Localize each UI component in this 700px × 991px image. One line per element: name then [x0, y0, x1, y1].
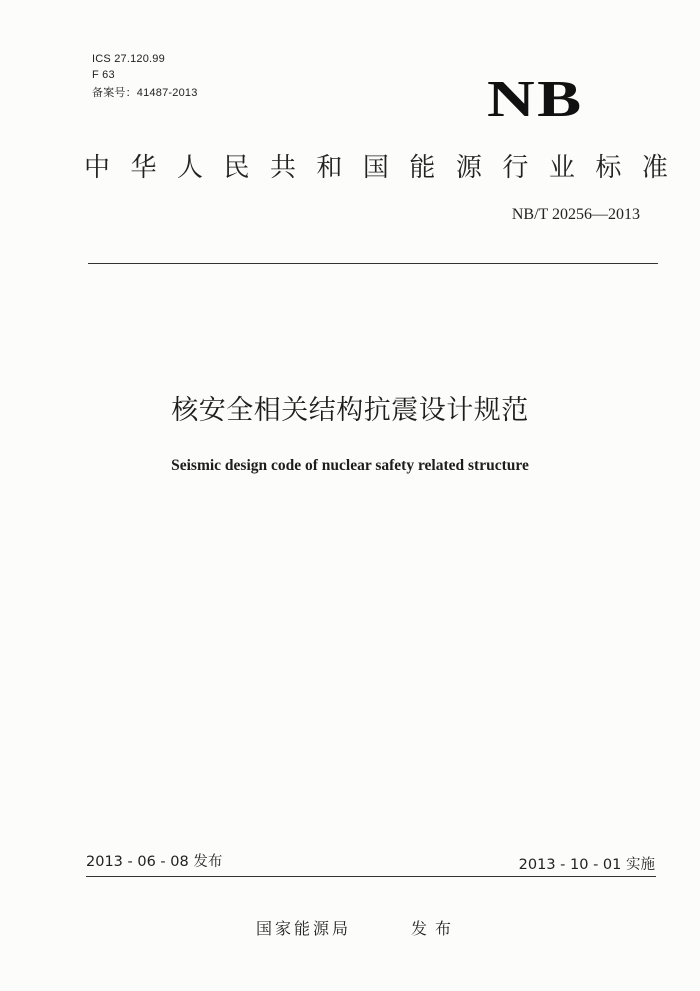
- footer-divider: [86, 876, 656, 877]
- issuing-authority: 国家能源局: [256, 919, 352, 938]
- standard-name-char: 能: [409, 153, 436, 183]
- standard-name-char: 行: [502, 153, 529, 183]
- header-divider: [88, 263, 658, 264]
- standard-name-char: 标: [595, 153, 622, 183]
- document-title-chinese: 核安全相关结构抗震设计规范: [171, 395, 529, 426]
- issue-label: 发布: [411, 919, 460, 938]
- issue-date: 2013 - 06 - 08 发布: [86, 854, 223, 870]
- standard-name-char: 和: [316, 153, 343, 183]
- record-number: 备案号：41487-2013: [92, 87, 198, 99]
- standard-name-char: 准: [641, 153, 668, 183]
- standard-name-char: 共: [269, 153, 296, 183]
- ics-code: ICS 27.120.99: [92, 53, 165, 65]
- nb-logo: NB: [487, 71, 584, 129]
- standard-name-char: 国: [362, 153, 389, 183]
- standard-name-char: 民: [223, 153, 250, 183]
- standard-name-char: 中: [84, 153, 111, 183]
- standard-name-char: 人: [176, 153, 203, 183]
- standard-name-char: 源: [455, 153, 482, 183]
- standard-category-name: [84, 150, 668, 186]
- standard-number: NB/T 20256—2013: [511, 206, 640, 223]
- classification-code: F 63: [92, 69, 115, 81]
- standard-name-char: 华: [130, 153, 157, 183]
- document-title-english: Seismic design code of nuclear safety related structure: [171, 457, 529, 474]
- implementation-date: 2013 - 10 - 01 实施: [518, 857, 655, 873]
- standard-name-char: 业: [548, 153, 575, 183]
